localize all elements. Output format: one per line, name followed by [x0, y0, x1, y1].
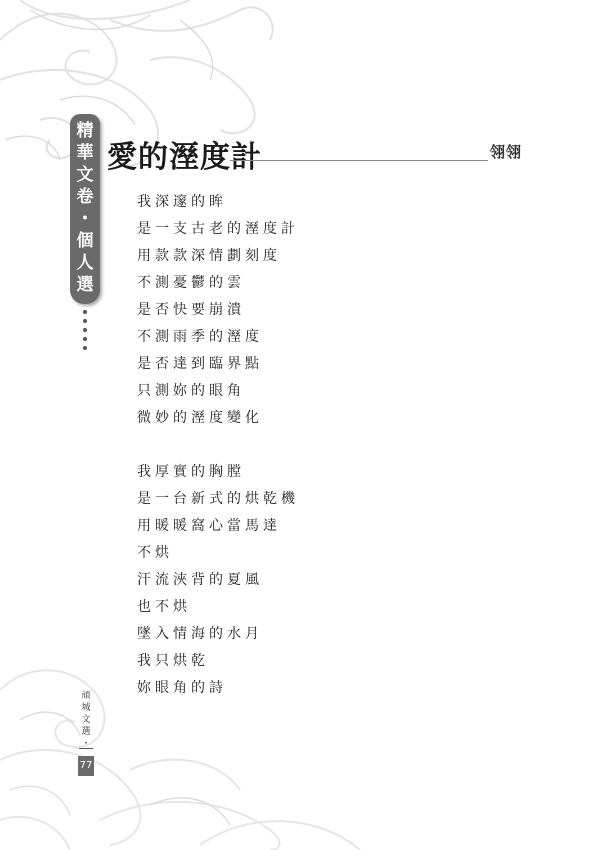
- series-label-char: ・: [81, 739, 91, 749]
- series-label-char: 頑: [81, 691, 91, 701]
- poem-line: 是否快要崩潰: [137, 302, 245, 318]
- series-label-char: 城: [81, 703, 91, 713]
- section-tab-char: 文: [76, 165, 94, 185]
- poem-line: 我只烘乾: [137, 653, 209, 669]
- poem-line: 不烘: [137, 545, 173, 561]
- section-tab-char: 人: [76, 253, 94, 273]
- section-tab-char: 華: [76, 143, 94, 163]
- poem-line: 微妙的溼度變化: [137, 410, 263, 426]
- section-tab-char: 精: [76, 121, 94, 141]
- poem-line: 用款款深情劃刻度: [137, 248, 281, 264]
- page-number: 77: [78, 756, 94, 776]
- section-tab-char: 選: [76, 275, 94, 295]
- series-label-char: 選: [81, 727, 91, 737]
- stanza-gap: [137, 435, 299, 462]
- section-tab: [70, 114, 100, 350]
- section-tab-char: 個: [76, 231, 94, 251]
- title-divider: [230, 160, 488, 161]
- series-divider: [79, 748, 93, 749]
- section-tab-char: ・: [76, 209, 94, 229]
- poem-line: 我厚實的胸膛: [137, 464, 245, 480]
- poem-line: 汗流浹背的夏風: [137, 572, 263, 588]
- poem-author: 翎翎: [490, 143, 523, 161]
- poem-line: 妳眼角的詩: [137, 680, 227, 696]
- poem-line: 也不烘: [137, 599, 191, 615]
- poem-line: 只測妳的眼角: [137, 383, 245, 399]
- poem-line: 是否達到臨界點: [137, 356, 263, 372]
- section-tab-char: 卷: [76, 187, 94, 207]
- poem-line: 不測憂鬱的雲: [137, 275, 245, 291]
- series-label: [78, 690, 94, 750]
- series-label-char: 文: [81, 715, 91, 725]
- poem-line: 不測雨季的溼度: [137, 329, 263, 345]
- poem-line: 我深邃的眸: [137, 194, 227, 210]
- poem-line: 是一支古老的溼度計: [137, 221, 299, 237]
- stanza-2: [137, 462, 299, 705]
- section-tab-dots: [70, 310, 100, 350]
- poem-title: 愛的溼度計: [107, 140, 262, 175]
- stanza-1: [137, 192, 299, 435]
- section-tab-box: [70, 114, 100, 304]
- poem-line: 用暖暖窩心當馬達: [137, 518, 281, 534]
- poem-line: 墜入情海的水月: [137, 626, 263, 642]
- poem-body: [137, 192, 299, 705]
- poem-line: 是一台新式的烘乾機: [137, 491, 299, 507]
